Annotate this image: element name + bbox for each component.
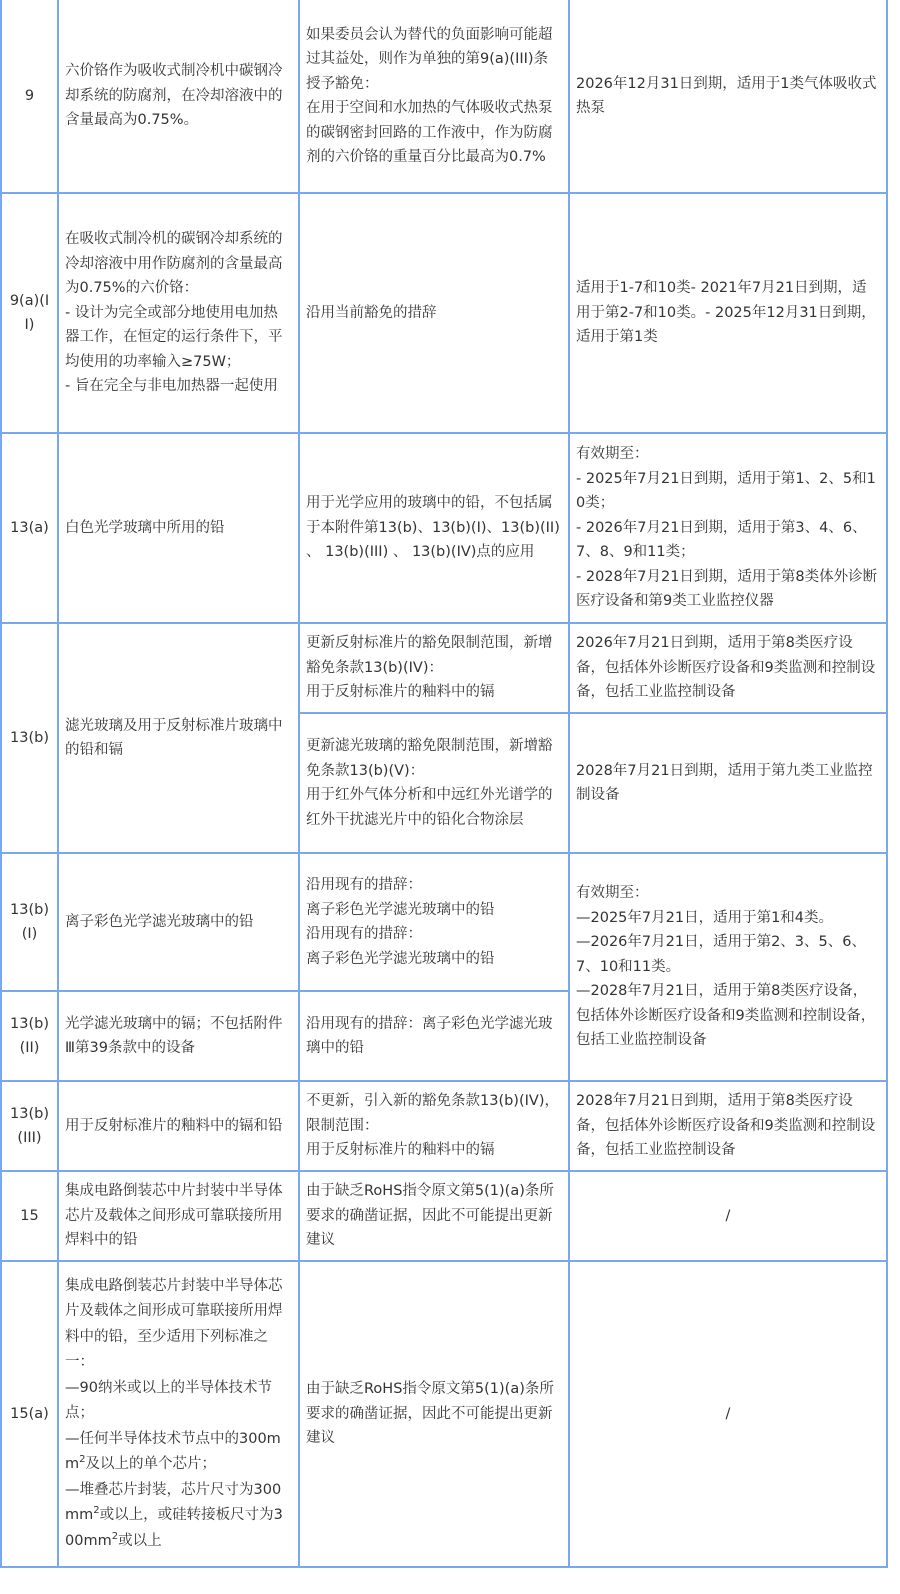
renewal-proposal [299,713,569,853]
table-row [1,1171,887,1261]
exemption-number: 15 [1,1171,58,1261]
expiry-line: - 2026年7月21日到期，适用于第3、4、6、7、8、9和11类； [576,519,867,561]
exemption-scope: 六价铬作为吸收式制冷机中碳钢冷却系统的防腐剂，在冷却溶液中的含量最高为0.75%。 [58,0,299,193]
exemption-number: 13(b)(II) [1,991,58,1081]
scope-line [65,1427,292,1478]
expiry-date: 2026年7月21日到期，适用于第8类医疗设备，包括体外诊断医疗设备和9类监测和控制设备，包括工业监控制设备 [569,623,887,713]
exemption-scope: 光学滤光玻璃中的镉；不包括附件Ⅲ第39条款中的设备 [58,991,299,1081]
table-row [1,0,887,193]
proposal-line: 离子彩色光学滤光玻璃中的铅 [306,950,495,967]
proposal-line: 如果委员会认为替代的负面影响可能超过其益处，则作为单独的第9(a)(III)条授予豁免： [306,26,553,92]
table-row [1,433,887,623]
proposal-line: 在用于空间和水加热的气体吸收式热泵的碳钢密封回路的工作液中，作为防腐剂的六价铬的重量百分比最高为0.7% [306,100,553,165]
exemption-number: 13(b)(I) [1,853,58,991]
renewal-proposal [299,0,569,193]
scope-line: —90纳米或以上的半导体技术节点； [65,1379,272,1422]
exemption-number: 13(a) [1,433,58,623]
table-row [1,853,887,991]
renewal-proposal: 用于光学应用的玻璃中的铅，不包括属于本附件第13(b)、13(b)(I)、13(b)(II) 、 13(b)(III) 、 13(b)(IV)点的应用 [299,433,569,623]
exemption-number: 9 [1,0,58,193]
renewal-proposal [299,623,569,713]
scope-text: 或以上 [118,1532,162,1549]
table-row [1,193,887,433]
renewal-proposal [299,1081,569,1171]
superscript: 2 [93,1505,100,1517]
expiry-date: 2028年7月21日到期，适用于第8类医疗设备，包括体外诊断医疗设备和9类监测和控制设备，包括工业监控制设备 [569,1081,887,1171]
scope-line: - 设计为完全或部分地使用电加热器工作，在恒定的运行条件下，平均使用的功率输入≥75W； [65,304,283,370]
expiry-date [569,853,887,1081]
scope-line: - 旨在完全与非电加热器一起使用 [65,378,278,395]
renewal-proposal: 由于缺乏RoHS指令原文第5(1)(a)条所要求的确凿证据，因此不可能提出更新建议 [299,1171,569,1261]
superscript: 2 [79,1454,86,1466]
expiry-line: —2026年7月21日，适用于第2、3、5、6、7、10和11类。 [576,934,866,975]
scope-line [65,1478,292,1555]
expiry-line: 有效期至： [576,885,649,902]
scope-line: 集成电路倒装芯片封装中半导体芯片及载体之间形成可靠联接所用焊料中的铅，至少适用下列标准之一： [65,1277,283,1371]
proposal-line: 用于反射标准片的釉料中的镉 [306,1142,495,1159]
scope-line: 在吸收式制冷机的碳钢冷却系统的冷却溶液中用作防腐剂的含量最高为0.75%的六价铬： [65,231,283,297]
exemption-scope [58,193,299,433]
renewal-proposal: 由于缺乏RoHS指令原文第5(1)(a)条所要求的确凿证据，因此不可能提出更新建议 [299,1261,569,1567]
expiry-line: 有效期至： [576,446,649,463]
expiry-date: 适用于1-7和10类- 2021年7月21日到期，适用于第2-7和10类。- 2025年12月31日到期，适用于第1类 [569,193,887,433]
exemption-scope: 集成电路倒装芯中片封装中半导体芯片及载体之间形成可靠联接所用焊料中的铅 [58,1171,299,1261]
expiry-date: / [569,1261,887,1567]
exemption-scope: 离子彩色光学滤光玻璃中的铅 [58,853,299,991]
expiry-line: —2025年7月21日，适用于第1和4类。 [576,909,834,926]
scope-text: 及以上的单个芯片； [85,1456,216,1473]
exemption-scope: 用于反射标准片的釉料中的镉和铅 [58,1081,299,1171]
table-row [1,1261,887,1567]
exemption-number: 15(a) [1,1261,58,1567]
exemption-number: 13(b)(III) [1,1081,58,1171]
renewal-proposal: 沿用当前豁免的措辞 [299,193,569,433]
expiry-date [569,433,887,623]
proposal-line: 更新反射标准片的豁免限制范围，新增豁免条款13(b)(IV)： [306,635,553,676]
expiry-date: 2026年12月31日到期，适用于1类气体吸收式热泵 [569,0,887,193]
proposal-line: 沿用现有的措辞： [306,877,422,893]
table-row [1,623,887,713]
scope-text: —任何半导体技术节点中的300mm [65,1430,281,1473]
exemption-number: 13(b) [1,623,58,853]
exemption-scope: 滤光玻璃及用于反射标准片玻璃中的铅和镉 [58,623,299,853]
proposal-line: 沿用现有的措辞： [306,926,422,942]
renewal-proposal: 沿用现有的措辞：离子彩色光学滤光玻璃中的铅 [299,991,569,1081]
superscript: 2 [111,1530,119,1542]
proposal-line: 离子彩色光学滤光玻璃中的铅 [306,901,495,918]
exemption-scope [58,1261,299,1567]
expiry-date: / [569,1171,887,1261]
exemption-number: 9(a)(II) [1,193,58,433]
expiry-line: —2028年7月21日，适用于第8类医疗设备，包括体外诊断医疗设备和9类监测和控制设备，包括工业监控制设备 [576,983,876,1049]
proposal-line: 用于反射标准片的釉料中的镉 [306,684,495,701]
renewal-proposal [299,853,569,991]
proposal-line: 用于红外气体分析和中远红外光谱学的红外干扰滤光片中的铅化合物涂层 [306,787,553,828]
expiry-date: 2028年7月21日到期，适用于第九类工业监控制设备 [569,713,887,853]
expiry-line: - 2028年7月21日到期，适用于第8类体外诊断医疗设备和第9类工业监控仪器 [576,568,878,610]
scope-text: —堆叠芯片封装，芯片尺寸为300mm [65,1481,282,1524]
exemption-scope: 白色光学玻璃中所用的铅 [58,433,299,623]
table-row [1,1081,887,1171]
expiry-line: - 2025年7月21日到期，适用于第1、2、5和10类； [576,470,876,512]
scope-text: 或以上，或硅转接板尺寸为300mm [65,1507,283,1549]
proposal-line: 不更新，引入新的豁免条款13(b)(IV)，限制范围： [306,1093,559,1134]
proposal-line: 更新滤光玻璃的豁免限制范围，新增豁免条款13(b)(V)： [306,738,553,779]
